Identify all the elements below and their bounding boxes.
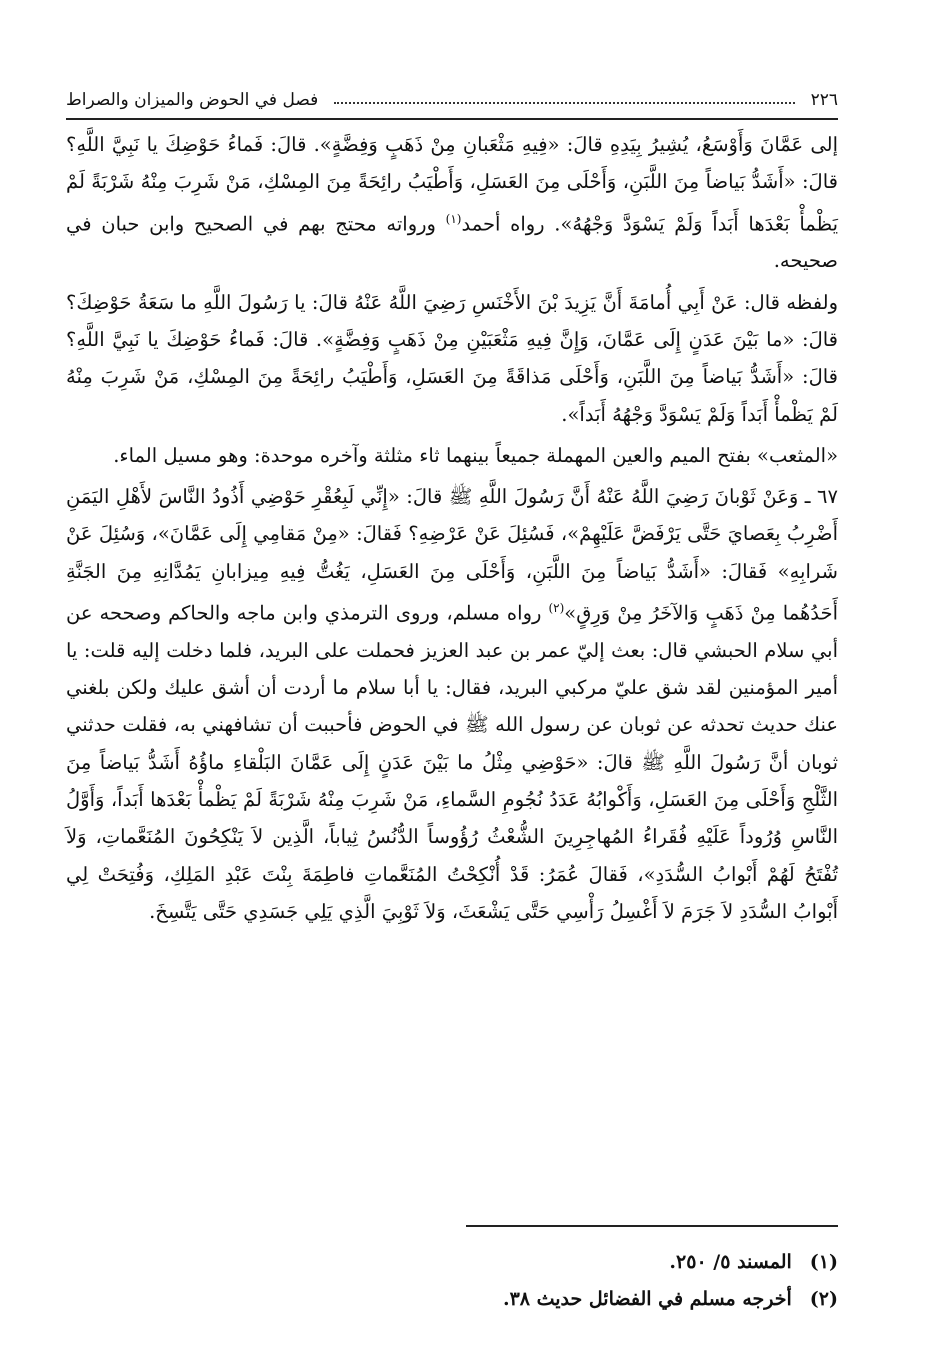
footnote-text: المسند ٥/ ٢٥٠. [669, 1251, 792, 1273]
section-title: فصل في الحوض والميزان والصراط [66, 90, 319, 110]
paragraph-text: «المثعب» بفتح الميم والعين المهملة جميعاً بينهما ثاء مثلثة وآخره موحدة: وهو مسيل الماء. [113, 443, 838, 467]
running-header [66, 84, 838, 116]
paragraph-4 [66, 478, 838, 930]
paragraph-text-cont: ورواته محتج بهم في الصحيح وابن حبان في صحيحه. [66, 212, 838, 273]
paragraph-2 [66, 284, 838, 433]
footnote-number: (١) [809, 1251, 838, 1273]
footnote-number: (٢) [809, 1288, 838, 1310]
paragraph-text: ٦٧ ـ وَعَنْ ثَوْبانَ رَضِيَ اللَّهُ عَنْهُ أَنَّ رَسُولَ اللَّهِ ﷺ قالَ: «إِنِّي لَبِعُقْرِ حَوْضِي أَذُودُ النَّاسَ لأَهْلِ اليَمَنِ أَضْرِبُ بِعَصايَ حَتَّى يَرْفَضَّ عَلَيْهِمْ»، فَسُئِلَ عَنْ عَرْضِهِ؟ فَقالَ: «مِنْ مَقامِي إِلَى عَمَّانَ»، وَسُئِلَ عَنْ شَرابِهِ» فَقالَ: «أَشَدُّ بَياضاً مِنَ اللَّبَنِ، وَأَحْلَى مِنَ العَسَلِ، يَغُتُّ فِيهِ مِيزابانِ يَمُدَّانِهِ مِنَ الجَنَّةِ أَحَدُهُما مِنْ ذَهَبٍ وَالآخَرُ مِنْ وَرِقٍ» [66, 485, 838, 625]
paragraph-3 [66, 437, 838, 474]
footnote-1 [66, 1244, 838, 1281]
footnote-rule [466, 1225, 838, 1227]
header-dot-leader [334, 102, 794, 104]
footnotes [66, 1244, 838, 1318]
paragraph-text: ولفظه قال: عَنْ أَبِي أُمامَةَ أَنَّ يَزِيدَ بْنَ الأَخْنَسِ رَضِيَ اللَّهُ عَنْهُ قالَ: يا رَسُولَ اللَّهِ ما سَعَةُ حَوْضِكَ؟ قالَ: «ما بَيْنَ عَدَنٍ إِلَى عَمَّانَ، وَإِنَّ فِيهِ مَثْعَبَيْنِ مِنْ ذَهَبٍ وَفِضَّةٍ». قالَ: فَماءُ حَوْضِكَ يا نَبِيَّ اللَّهِ؟ قالَ: «أَشَدُّ بَياضاً مِنَ اللَّبَنِ، وَأَحْلَى مَذاقَةً مِنَ العَسَلِ، وَأَطْيَبُ رائِحَةً مِنَ المِسْكِ، مَنْ شَرِبَ مِنْهُ لَمْ يَظْمأْ أَبَداً وَلَمْ يَسْوَدَّ وَجْهُهُ أَبَداً». [66, 290, 838, 426]
header-rule [66, 118, 838, 120]
footnote-ref-1: (١) [445, 211, 462, 226]
paragraph-text: إلى عَمَّانَ وَأَوْسَعُ، يُشِيرُ بِيَدِهِ قالَ: «فِيهِ مَثْعَبانِ مِنْ ذَهَبٍ وَفِضَّةٍ». قالَ: فَماءُ حَوْضِكَ يا نَبِيَّ اللَّهِ؟ قالَ: «أَشَدُّ بَياضاً مِنَ اللَّبَنِ، وَأَحْلَى مِنَ العَسَلِ، وَأَطْيَبُ رائِحَةً مِنَ المِسْكِ، مَنْ شَرِبَ مِنْهُ شَرْبَةً لَمْ يَظْمأْ بَعْدَها أَبَداً وَلَمْ يَسْوَدَّ وَجْهُهُ». رواه أحمد [66, 133, 838, 236]
main-text [66, 126, 838, 930]
footnote-ref-2: (٢) [548, 601, 565, 616]
paragraph-1 [66, 126, 838, 280]
paragraph-text-cont: رواه مسلم، وروى الترمذي وابن ماجه والحاكم وصححه عن أبي سلام الحبشي قال: بعث إليّ عمر بن عبد العزيز فحملت على البريد، فلما دخلت إليه قلت: يا أمير المؤمنين لقد شق عليّ مركبي البريد، فقال: يا أبا سلام ما أردت أن أشق عليك ولكن بلغني عنك حديث تحدثه عن ثوبان عن رسول الله ﷺ في الحوض فأحببت أن تشافهني به، فقلت حدثني ثوبان أنَّ رَسُولَ اللَّهِ ﷺ قالَ: «حَوْضِي مِثْلُ ما بَيْنَ عَدَنٍ إِلَى عَمَّانَ البَلْقاءِ ماؤُهُ أَشَدُّ بَياضاً مِنَ الثَّلْجِ وَأَحْلَى مِنَ العَسَلِ، وَأَكْوابُهُ عَدَدُ نُجُومِ السَّماءِ، مَنْ شَرِبَ مِنْهُ شَرْبَةً لَمْ يَظْمأْ بَعْدَها أَبَداً، وَأَوَّلُ النَّاسِ وُرُوداً عَلَيْهِ فُقَراءُ المُهاجِرِينَ الشُّعْثُ رُؤُوساً الدُّنُسُ ثِياباً، الَّذِين لاَ يَنْكِحُونَ المُنَعَّماتِ، وَلاَ تُفْتَحُ لَهُمْ أَبْوابُ السُّدَدِ»، فَقالَ عُمَرُ: قَدْ أُنْكِحْتُ المُنَعَّماتِ فاطِمَةَ بِنْتَ عَبْدِ المَلِكِ، وَفُتِحَتْ لِي أَبْوابُ السُّدَدِ لاَ جَرَمَ لاَ أَغْسِلُ رَأْسِي حَتَّى يَشْعَثَ، وَلاَ ثَوْبِيَ الَّذِي يَلِي جَسَدِي حَتَّى يَتَّسِخَ. [66, 601, 839, 923]
page-number: ٢٢٦ [810, 90, 838, 110]
footnote-text: أخرجه مسلم في الفضائل حديث ٣٨. [502, 1288, 792, 1310]
footnote-2 [66, 1281, 838, 1318]
